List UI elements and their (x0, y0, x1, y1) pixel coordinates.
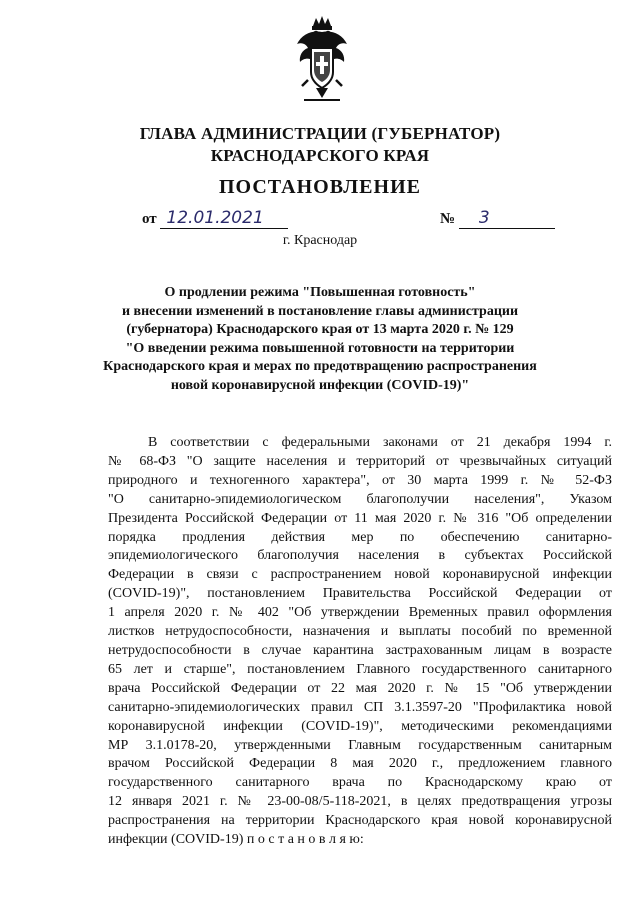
body-line: Президента Российской Федерации от 11 мая 2020 г. № 316 "Об определении (108, 510, 612, 526)
title-line: "О введении режима повышенной готовности на территории (125, 340, 515, 356)
body-line: 12 января 2021 г. № 23-00-08/5-118-2021, в целях предотвращения угрозы (108, 794, 612, 810)
number-prefix: № (440, 211, 456, 227)
body-line: распространения на территории Краснодарского края новой коронавирусной (108, 813, 612, 829)
body-line: нетрудоспособности в случае карантина застрахованным лицам в возрасте (108, 642, 612, 658)
body-line: врача Российской Федерации от 22 мая 2020 г. № 15 "Об утверждении (108, 680, 612, 696)
body-line: листков нетрудоспособности, назначения и выплаты пособий по временной (108, 624, 612, 640)
coat-of-arms-emblem (294, 14, 350, 106)
document-date-field (142, 208, 288, 229)
issue-city: г. Краснодар (282, 233, 358, 248)
handwritten-date: 12.01.2021 (166, 208, 264, 228)
body-line: МР 3.1.0178-20, утвержденными Главным государственным санитарным (108, 737, 612, 753)
preamble-paragraph (108, 434, 612, 850)
body-line: государственного санитарного врача по Краснодарскому краю от (108, 775, 612, 791)
body-line: инфекции (COVID-19) п о с т а н о в л я ю: (108, 832, 364, 848)
title-line: Краснодарского края и мерах по предотвращению распространения (103, 359, 537, 375)
document-number-field (440, 208, 555, 229)
title-line: и внесении изменений в постановление главы администрации (121, 303, 519, 319)
document-type-heading: ПОСТАНОВЛЕНИЕ (219, 176, 421, 198)
resolution-title (100, 284, 540, 396)
body-line: В соответствии с федеральными законами от 21 декабря 1994 г. (148, 435, 612, 450)
issuer-title-line2: КРАСНОДАРСКОГО КРАЯ (210, 146, 430, 165)
body-line: природного и техногенного характера", от 30 марта 1999 г. № 52-ФЗ (108, 472, 612, 488)
body-line: № 68-ФЗ "О защите населения и территорий от чрезвычайных ситуаций (108, 453, 612, 469)
handwritten-number: 3 (478, 208, 490, 228)
body-line: 1 апреля 2020 г. № 402 "Об утверждении Временных правил оформления (108, 605, 612, 621)
title-line: (губернатора) Краснодарского края от 13 марта 2020 г. № 129 (126, 322, 514, 338)
body-line: врачом Российской Федерации 8 мая 2020 г., предложением главного (108, 756, 612, 772)
body-line: санитарно-эпидемиологических правил СП 3.1.3597-20 "Профилактика новой (108, 699, 612, 715)
body-line: Федерации в связи с распространением новой коронавирусной инфекции (108, 567, 612, 583)
issuer-title-line1: ГЛАВА АДМИНИСТРАЦИИ (ГУБЕРНАТОР) (139, 124, 501, 143)
body-line: 65 лет и старше", постановлением Главного государственного санитарного (108, 661, 612, 677)
title-line: О продлении режима "Повышенная готовность" (164, 285, 476, 300)
date-prefix: от (142, 211, 157, 227)
body-line: эпидемиологического благополучия населения в субъектах Российской (108, 548, 612, 564)
title-line: новой коронавирусной инфекции (COVID-19)" (170, 377, 470, 393)
body-line: (COVID-19)", постановлением Правительства Российской Федерации от (108, 586, 612, 602)
body-line: коронавирусной инфекции (COVID-19)", методическими рекомендациями (108, 718, 612, 734)
body-line: "О санитарно-эпидемиологическом благополучии населения", Указом (108, 491, 612, 507)
body-line: порядка продления действия мер по обеспечению санитарно- (108, 529, 612, 545)
